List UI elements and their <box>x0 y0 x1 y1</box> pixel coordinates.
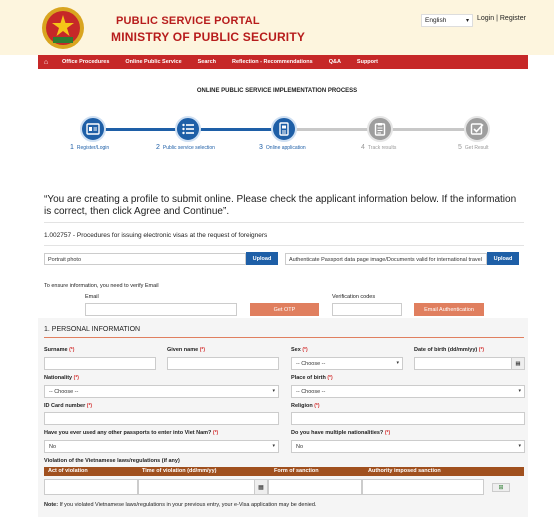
other-passports-label: Have you ever used any other passports to enter into Viet Nam? (*) <box>44 430 219 436</box>
language-select[interactable] <box>421 14 473 27</box>
chevron-down-icon: ▾ <box>518 443 521 449</box>
process-title: ONLINE PUBLIC SERVICE IMPLEMENTATION PROCESS <box>196 88 358 94</box>
col-authority: Authority imposed sanction <box>368 468 441 474</box>
nav-online-public-service[interactable]: Online Public Service <box>125 59 182 65</box>
step-2-circle <box>175 116 201 142</box>
sex-label: Sex (*) <box>291 347 308 353</box>
email-field[interactable] <box>85 303 237 316</box>
language-value: English <box>425 17 447 24</box>
time-of-violation-field[interactable] <box>138 479 268 495</box>
nationality-label: Nationality (*) <box>44 375 79 381</box>
clipboard-icon <box>373 122 387 136</box>
chevron-down-icon: ▾ <box>518 388 521 394</box>
dob-field[interactable] <box>414 357 525 370</box>
col-act-of-violation: Act of violation <box>48 468 88 474</box>
nav-support[interactable]: Support <box>356 59 379 65</box>
step-4-label: 4 Track results <box>361 144 397 151</box>
calendar-icon[interactable]: ▦ <box>511 358 524 369</box>
site-header <box>0 0 554 55</box>
divider <box>44 245 524 246</box>
chevron-down-icon: ▾ <box>396 360 399 366</box>
nav-qa[interactable]: Q&A <box>328 59 341 65</box>
verify-note: To ensure information, you need to verify Email <box>44 283 159 289</box>
verification-code-label: Verification codes <box>332 294 376 300</box>
place-of-birth-select[interactable]: -- Choose -- ▾ <box>291 385 525 398</box>
passport-image-field[interactable]: Authenticate Passport data page image/Documents valid for international travel <box>285 253 487 265</box>
step-1-circle <box>80 116 106 142</box>
email-label: Email <box>85 294 99 300</box>
portrait-upload-button[interactable]: Upload <box>246 252 278 265</box>
religion-label: Religion (*) <box>291 403 320 409</box>
ministry-emblem <box>41 6 85 50</box>
register-link[interactable]: Register <box>499 15 526 22</box>
ministry-title: MINISTRY OF PUBLIC SECURITY <box>111 30 306 44</box>
nav-search[interactable]: Search <box>197 59 216 65</box>
authority-field[interactable] <box>362 479 484 495</box>
religion-field[interactable] <box>291 412 525 425</box>
chevron-down-icon: ▾ <box>272 388 275 394</box>
violation-table-header <box>44 467 524 476</box>
step-3-circle <box>271 116 297 142</box>
portrait-photo-field[interactable]: Portrait photo <box>44 253 246 265</box>
divider <box>44 222 524 223</box>
document-icon <box>277 122 291 136</box>
nav-reflection[interactable]: Reflection - Recommendations <box>232 59 313 65</box>
given-name-field[interactable] <box>167 357 279 370</box>
verification-code-field[interactable] <box>332 303 402 316</box>
section-title: 1. PERSONAL INFORMATION <box>44 326 141 333</box>
violation-note: Note: If you violated Vietnamese laws/regulations in your previous entry, your e-Visa application may be denied. <box>44 502 317 508</box>
checkbox-icon <box>470 122 484 136</box>
surname-field[interactable] <box>44 357 156 370</box>
procedure-name: 1.002757 - Procedures for issuing electronic visas at the request of foreigners <box>44 232 268 239</box>
step-2-label: 2 Public service selection <box>156 144 215 151</box>
step-4-circle <box>367 116 393 142</box>
id-card-label: ID Card number (*) <box>44 403 93 409</box>
login-link[interactable]: Login <box>477 15 495 22</box>
id-card-icon <box>86 122 100 136</box>
passport-upload-button[interactable]: Upload <box>487 252 519 265</box>
step-5-circle <box>464 116 490 142</box>
chevron-down-icon: ▾ <box>272 443 275 449</box>
place-of-birth-label: Place of birth (*) <box>291 375 333 381</box>
auth-separator: | <box>496 15 498 22</box>
calendar-icon[interactable]: ▦ <box>254 480 267 494</box>
home-icon[interactable]: ⌂ <box>43 58 49 66</box>
surname-label: Surname (*) <box>44 347 75 353</box>
get-otp-button[interactable]: Get OTP <box>250 303 319 316</box>
id-card-field[interactable] <box>44 412 279 425</box>
dob-label: Date of birth (dd/mm/yy) (*) <box>414 347 485 353</box>
form-of-sanction-field[interactable] <box>268 479 362 495</box>
portal-title: PUBLIC SERVICE PORTAL <box>116 15 260 27</box>
chevron-down-icon: ▾ <box>465 18 469 24</box>
col-time-of-violation: Time of violation (dd/mm/yy) <box>142 468 217 474</box>
list-icon <box>181 122 195 136</box>
other-passports-select[interactable]: No ▾ <box>44 440 279 453</box>
given-name-label: Given name (*) <box>167 347 205 353</box>
col-form-of-sanction: Form of sanction <box>274 468 319 474</box>
violation-title: Violation of the Vietnamese laws/regulations (if any) <box>44 458 180 464</box>
section-underline <box>44 337 524 338</box>
add-row-icon[interactable]: ⊞ <box>492 483 510 492</box>
auth-links <box>477 15 526 22</box>
step-1-label: 1 Register/Login <box>70 144 110 151</box>
act-of-violation-field[interactable] <box>44 479 138 495</box>
main-nav <box>38 55 528 69</box>
nationality-select[interactable]: -- Choose -- ▾ <box>44 385 279 398</box>
multiple-nationalities-select[interactable]: No ▾ <box>291 440 525 453</box>
nav-office-procedures[interactable]: Office Procedures <box>62 59 110 65</box>
step-3-label: 3 Online application <box>259 144 306 151</box>
sex-select[interactable]: -- Choose -- ▾ <box>291 357 403 370</box>
email-auth-button[interactable]: Email Authentication <box>414 303 484 316</box>
multiple-nationalities-label: Do you have multiple nationalities? (*) <box>291 430 391 436</box>
step-5-label: 5 Get Result <box>458 144 489 151</box>
intro-text: “You are creating a profile to submit online. Please check the applicant information below. If the information is correct, then click Agree and Continue”. <box>44 194 517 217</box>
